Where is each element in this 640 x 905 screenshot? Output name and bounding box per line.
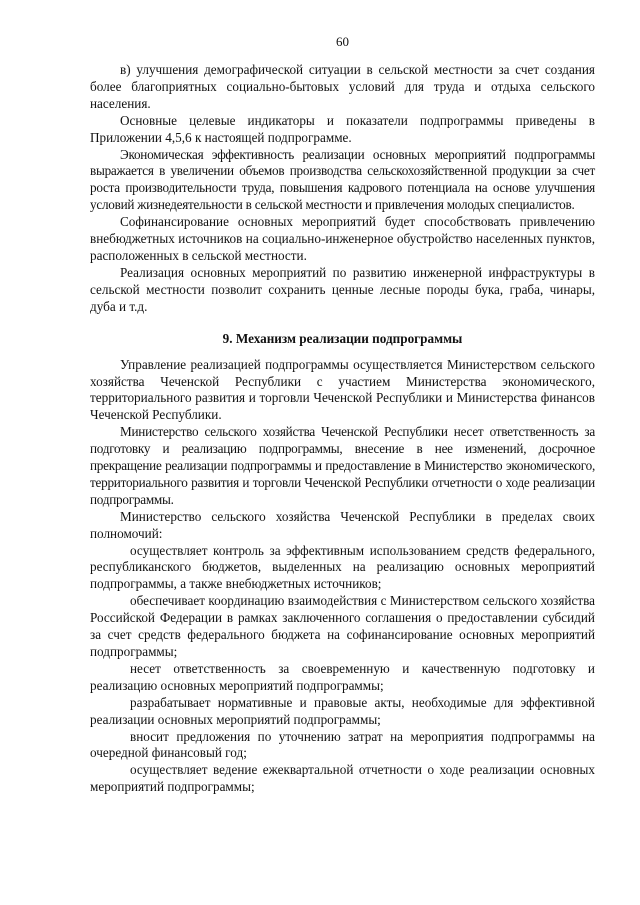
list-item-coordination: обеспечивает координацию взаимодействия с Министерством сельского хозяйства Российской Федерации в рамках заключенного соглашения о предоставлении субсидий за счет средств федерального бюджета на софинансирование основных мероприятий подпрограммы;: [90, 593, 595, 659]
section-heading: 9. Механизм реализации подпрограммы: [222, 330, 463, 346]
paragraph-indicators: Основные целевые индикаторы и показатели подпрограммы приведены в Приложении 4,5,6 к настоящей подпрограмме.: [90, 112, 595, 145]
document-page: [90, 34, 595, 796]
list-item-proposals: вносит предложения по уточнению затрат на мероприятия подпрограммы на очередной финансовый год;: [90, 728, 595, 761]
paragraph-management: Управление реализацией подпрограммы осуществляется Министерством сельского хозяйства Чеченской Республики с участием Министерства экономического, территориального развития и торговли Чеченской Республики и Министерства финансов Чеченской Республики.: [90, 356, 595, 423]
paragraph-infrastructure: Реализация основных мероприятий по развитию инженерной инфраструктуры в сельской местности позволит сохранить ценные лесные породы бука, граба, чинары, дуба и т.д.: [90, 264, 595, 314]
list-item-quality: несет ответственность за своевременную и качественную подготовку и реализацию основных мероприятий подпрограммы;: [90, 660, 595, 693]
page-number: 60: [336, 34, 349, 49]
list-item-regulations: разрабатывает нормативные и правовые акты, необходимые для эффективной реализации основных мероприятий подпрограммы;: [90, 694, 595, 727]
paragraph-powers-intro: Министерство сельского хозяйства Чеченской Республики в пределах своих полномочий:: [90, 508, 595, 541]
paragraph-responsibility: Министерство сельского хозяйства Чеченской Республики несет ответственность за подготовку и реализацию подпрограммы, внесение в нее изменений, досрочное прекращение реализации подпрограммы и предоставление в Министерство экономического, территориального развития и торговли Чеченской Республики отчетности о ходе реализации подпрограммы.: [90, 424, 595, 507]
list-item-reporting: осуществляет ведение ежеквартальной отчетности о ходе реализации основных мероприятий подпрограммы;: [90, 762, 595, 795]
paragraph-economic-efficiency: Экономическая эффективность реализации основных мероприятий подпрограммы выражается в увеличении объемов производства сельскохозяйственной продукции за счет роста производительности труда, повышения кадрового потенциала на основе улучшения условий жизнедеятельности в сельской местности и привлечения молодых специалистов.: [90, 146, 595, 213]
list-item-control: осуществляет контроль за эффективным использованием средств федерального, республиканского бюджетов, выделенных на реализацию основных мероприятий подпрограммы, а также внебюджетных источников;: [90, 542, 595, 592]
paragraph-demographic: в) улучшения демографической ситуации в сельской местности за счет создания более благоприятных социально-бытовых условий для труда и отдыха сельского населения.: [90, 62, 595, 111]
paragraph-cofinancing: Софинансирование основных мероприятий будет способствовать привлечению внебюджетных источников на социально-инженерное обустройство населенных пунктов, расположенных в сельской местности.: [90, 214, 595, 263]
